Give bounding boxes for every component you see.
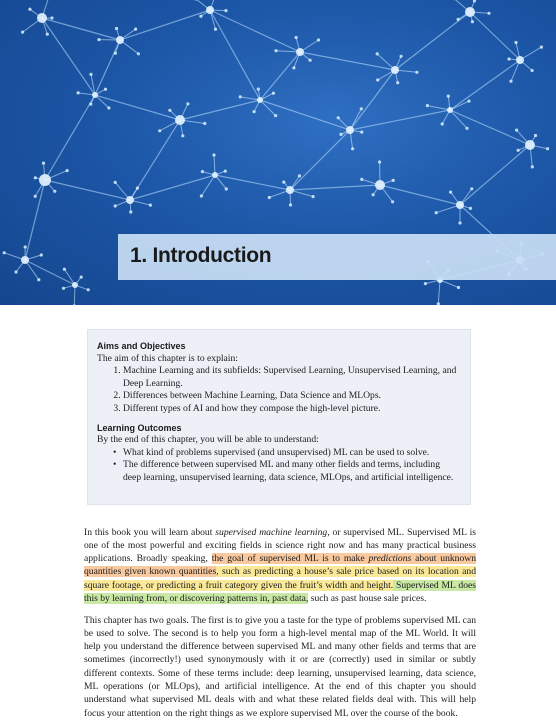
- network-dot: [37, 278, 40, 281]
- network-dot: [507, 57, 510, 60]
- network-dot: [391, 200, 394, 203]
- network-dot: [224, 9, 227, 12]
- chapter-banner: [0, 0, 556, 305]
- highlighted-text: the goal of supervised ML is to make: [211, 553, 369, 565]
- network-spoke: [214, 155, 215, 175]
- network-dot: [199, 15, 202, 18]
- network-dot: [137, 52, 140, 55]
- network-link: [42, 18, 120, 40]
- network-dot: [253, 110, 256, 113]
- network-dot: [514, 41, 517, 44]
- network-dot: [62, 287, 65, 290]
- network-dot: [181, 134, 184, 137]
- network-dot: [24, 245, 27, 248]
- network-dot: [239, 95, 242, 98]
- network-dot: [534, 134, 537, 137]
- paragraph-text: , or supervised ML. Supervised ML is one of the most powerful and exciting fields in science right now and has many practical business applications. Broadly speaking,: [84, 526, 476, 565]
- highlight-yellow: , such as predicting a house’s sale price based on its location and square footage, or predicting a fruit category given the fruit’s width and height.: [84, 566, 476, 591]
- network-dot: [289, 203, 292, 206]
- network-dot: [282, 181, 285, 184]
- network-spoke: [240, 97, 260, 100]
- network-link: [350, 70, 395, 130]
- network-dot: [89, 103, 92, 106]
- network-node: [465, 7, 475, 17]
- network-link: [260, 52, 300, 100]
- network-dot: [114, 181, 117, 184]
- network-dot: [400, 55, 403, 58]
- network-dot: [465, 127, 468, 130]
- network-dot: [149, 204, 152, 207]
- network-dot: [89, 73, 92, 76]
- network-dot: [509, 80, 512, 83]
- outcomes-list-item: • What kind of problems supervised (and unsupervised) ML can be used to solve.: [123, 447, 460, 460]
- network-dot: [14, 270, 17, 273]
- network-dot: [447, 95, 450, 98]
- network-link: [450, 60, 520, 110]
- highlight-green: Supervised ML does this by learning from, or discovering patterns in, past data,: [84, 579, 476, 605]
- network-node: [456, 201, 464, 209]
- network-dot: [469, 207, 472, 210]
- network-node: [375, 180, 385, 190]
- network-spoke: [74, 285, 75, 305]
- network-dot: [467, 100, 470, 103]
- network-dot: [378, 160, 381, 163]
- network-dot: [531, 165, 534, 168]
- network-dot: [3, 251, 6, 254]
- network-node: [391, 66, 399, 74]
- network-node: [516, 56, 524, 64]
- aims-list: [97, 365, 460, 415]
- network-dot: [360, 131, 363, 134]
- network-dot: [21, 30, 24, 33]
- network-dot: [257, 88, 260, 91]
- network-dot: [360, 107, 363, 110]
- network-dot: [441, 122, 444, 125]
- aims-objectives-box: [87, 329, 471, 505]
- network-dot: [298, 174, 301, 177]
- network-link: [25, 180, 45, 260]
- network-link: [120, 10, 210, 40]
- network-dot: [115, 27, 118, 30]
- network-link: [45, 95, 95, 180]
- network-link: [470, 12, 520, 60]
- aims-list-item: 3. Different types of AI and how they compose the high-level picture.: [123, 403, 460, 416]
- network-dot: [471, 20, 474, 23]
- network-dot: [517, 149, 520, 152]
- network-dot: [225, 187, 228, 190]
- network-node: [525, 140, 535, 150]
- network-link: [210, 10, 260, 100]
- network-node: [37, 13, 47, 23]
- network-node: [286, 186, 294, 194]
- network-dot: [457, 18, 460, 21]
- network-dot: [224, 170, 227, 173]
- network-dot: [470, 187, 473, 190]
- network-dot: [168, 109, 171, 112]
- network-dot: [424, 282, 427, 285]
- network-spoke: [450, 110, 467, 128]
- intro-paragraph: [84, 526, 476, 606]
- network-dot: [437, 302, 440, 305]
- network-dot: [136, 187, 139, 190]
- network-dot: [295, 36, 298, 39]
- network-dot: [392, 179, 395, 182]
- aims-list-item: 2. Differences between Machine Learning, Data Science and MLOps.: [123, 390, 460, 403]
- network-dot: [487, 12, 490, 15]
- network-dot: [458, 221, 461, 224]
- outcomes-heading: Learning Outcomes: [97, 422, 182, 433]
- paragraph-text: In this book you will learn about: [84, 526, 216, 538]
- network-node: [257, 97, 263, 103]
- network-node: [21, 256, 29, 264]
- network-dot: [34, 176, 37, 179]
- network-dot: [87, 288, 90, 291]
- network-dot: [42, 162, 45, 165]
- network-dot: [339, 133, 342, 136]
- network-dot: [449, 191, 452, 194]
- goals-paragraph: This chapter has two goals. The first is to give you a taste for the type of problems supervised ML can be used to solve. The second is to help you form a high-level mental map of the ML World. It will help you understand the difference between supervised ML and many other fields and terms that are sometimes (incorrectly!) used synonymously with it or are (correctly) used in similar or subtly different contexts. Some of these terms include: deep learning, unsupervised learning, data science, ML operations (or MLOps), and artificial intelligence. At the end of this chapter you should understand what supervised ML deals with and what these related fields deal with. This will help focus your attention on the right things as we explore supervised ML over the course of the book.: [84, 614, 476, 719]
- network-dot: [473, 0, 476, 3]
- network-link: [95, 40, 120, 95]
- network-node: [126, 196, 134, 204]
- aims-list-item: 1. Machine Learning and its subfields: Supervised Learning, Unsupervised Learning, and Deep Learning.: [123, 365, 460, 390]
- network-dot: [274, 114, 277, 117]
- network-dot: [28, 8, 31, 11]
- network-dot: [50, 16, 53, 19]
- chapter-title: 1. Introduction: [130, 244, 272, 267]
- aims-intro: The aim of this chapter is to explain:: [97, 352, 238, 364]
- network-dot: [268, 196, 271, 199]
- network-node: [212, 172, 218, 178]
- network-dot: [134, 28, 137, 31]
- network-dot: [274, 49, 277, 52]
- network-link: [350, 110, 450, 130]
- network-dot: [212, 153, 215, 156]
- network-link: [260, 100, 350, 130]
- network-dot: [46, 33, 49, 36]
- network-dot: [457, 286, 460, 289]
- network-dot: [129, 210, 132, 213]
- network-dot: [200, 194, 203, 197]
- network-dot: [351, 147, 354, 150]
- network-spoke: [438, 280, 440, 304]
- network-dot: [186, 102, 189, 105]
- network-dot: [272, 92, 275, 95]
- network-dot: [376, 52, 379, 55]
- outcomes-list: [97, 447, 460, 485]
- network-dot: [63, 268, 66, 271]
- network-node: [206, 6, 214, 14]
- network-dot: [107, 106, 110, 109]
- network-node: [447, 107, 453, 113]
- network-dot: [80, 276, 83, 279]
- network-dot: [415, 71, 418, 74]
- network-link: [450, 110, 530, 145]
- emphasis-text: predictions: [368, 553, 412, 565]
- network-dot: [73, 304, 76, 305]
- network-dot: [312, 195, 315, 198]
- network-link: [45, 180, 130, 200]
- network-dot: [360, 178, 363, 181]
- outcomes-list-item: • The difference between supervised ML and many other fields and terms, including deep learning, unsupervised learning, data science, MLOps, and artificial intelligence.: [123, 459, 460, 484]
- network-dot: [53, 190, 56, 193]
- network-dot: [77, 91, 80, 94]
- network-dot: [337, 116, 340, 119]
- network-node: [296, 48, 304, 56]
- network-dot: [66, 169, 69, 172]
- network-node: [72, 282, 78, 288]
- network-spoke: [450, 101, 469, 110]
- network-dot: [309, 59, 312, 62]
- aims-heading: Aims and Objectives: [97, 341, 186, 351]
- network-dot: [97, 38, 100, 41]
- network-node: [39, 174, 51, 186]
- network-dot: [114, 52, 117, 55]
- network-link: [180, 100, 260, 120]
- highlighted-text: about unknown quantities given known quantities: [84, 553, 476, 578]
- network-dot: [40, 253, 43, 256]
- emphasis-text: supervised machine learning: [215, 526, 328, 538]
- network-node: [92, 92, 98, 98]
- network-link: [460, 145, 530, 205]
- network-dot: [104, 88, 107, 91]
- network-link: [300, 52, 395, 70]
- network-node: [175, 115, 185, 125]
- network-dot: [396, 81, 399, 84]
- network-dot: [114, 204, 117, 207]
- network-dot: [201, 170, 204, 173]
- network-dot: [214, 28, 217, 31]
- network-link: [290, 130, 350, 190]
- network-node: [116, 36, 124, 44]
- network-dot: [292, 66, 295, 69]
- network-dot: [376, 78, 379, 81]
- network-dot: [435, 211, 438, 214]
- network-link: [210, 10, 300, 52]
- network-node: [346, 126, 354, 134]
- network-dot: [372, 193, 375, 196]
- network-dot: [531, 69, 534, 72]
- network-dot: [426, 104, 429, 107]
- network-link: [290, 185, 380, 190]
- network-dot: [540, 46, 543, 49]
- network-dot: [34, 195, 37, 198]
- network-dot: [203, 122, 206, 125]
- outcomes-intro: By the end of this chapter, you will be able to understand:: [97, 434, 319, 446]
- network-dot: [158, 129, 161, 132]
- network-spoke: [427, 106, 450, 110]
- network-dot: [317, 38, 320, 41]
- paragraph-text: such as past house sale prices.: [308, 593, 427, 605]
- network-link: [25, 260, 75, 285]
- network-dot: [546, 147, 549, 150]
- network-link: [42, 18, 95, 95]
- network-dot: [515, 129, 518, 132]
